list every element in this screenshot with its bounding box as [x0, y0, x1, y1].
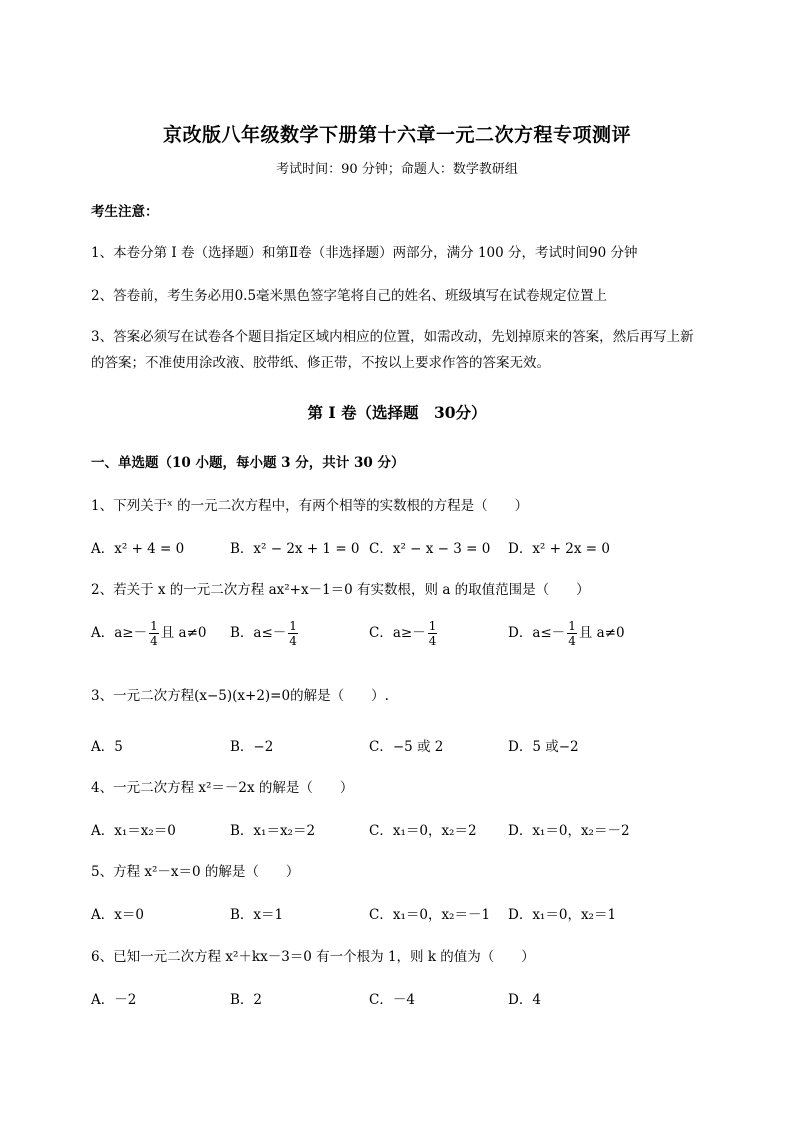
question-4-option-c[interactable]: C．x₁＝0，x₂＝2	[369, 823, 477, 839]
question-1-stem: 1、下列关于ˣ 的一元二次方程中，有两个相等的实数根的方程是（ ）	[91, 498, 529, 514]
question-2-stem: 2、若关于 x 的一元二次方程 ax²+x－1＝0 有实数根，则 a 的取值范围是（ ）	[91, 582, 590, 598]
question-3-stem: 3、一元二次方程(x−5)(x+2)=0的解是（ ）.	[91, 688, 389, 704]
question-3-option-d[interactable]: D．5 或−2	[508, 739, 579, 755]
question-5-stem: 5、方程 x²－x＝0 的解是（ ）	[91, 864, 300, 880]
question-6-option-d[interactable]: D．4	[508, 992, 541, 1008]
fraction: $\frac{1}{4}$	[150, 619, 158, 648]
question-3-option-c[interactable]: C．−5 或 2	[369, 739, 444, 755]
question-5-option-d[interactable]: D．x₁＝0，x₂＝1	[508, 907, 617, 923]
question-6-option-c[interactable]: C．－4	[369, 992, 415, 1008]
notice-item-2: 2、答卷前，考生务必用0.5毫米黑色签字笔将自己的姓名、班级填写在试卷规定位置上	[91, 288, 608, 304]
question-1-option-d[interactable]: D．x² + 2x = 0	[508, 541, 610, 557]
option-prefix: B．a≤－	[230, 625, 287, 641]
question-6-option-a[interactable]: A．－2	[91, 992, 137, 1008]
question-2-option-b[interactable]	[230, 619, 300, 648]
notice-item-3-line-2: 的答案；不准使用涂改液、胶带纸、修正带，不按以上要求作答的答案无效。	[91, 355, 550, 371]
option-suffix: 且 a≠0	[578, 625, 625, 641]
question-5-option-c[interactable]: C．x₁＝0，x₂＝－1	[369, 907, 491, 923]
part-heading: 一、单选题（10 小题，每小题 3 分，共计 30 分）	[91, 455, 405, 471]
fraction: $\frac{1}{4}$	[428, 619, 437, 648]
option-prefix: A．a≥－	[91, 625, 148, 641]
question-6-option-b[interactable]: B．2	[230, 992, 263, 1008]
question-6-stem: 6、已知一元二次方程 x²＋kx－3＝0 有一个根为 1，则 k 的值为（ ）	[91, 949, 535, 965]
exam-title: 京改版八年级数学下册第十六章一元二次方程专项测评	[162, 124, 631, 146]
question-4-option-a[interactable]: A．x₁＝x₂＝0	[91, 823, 176, 839]
question-5-option-a[interactable]: A．x＝0	[91, 907, 144, 923]
fraction: $\frac{1}{4}$	[568, 619, 576, 648]
question-1-option-c[interactable]: C．x² − x − 3 = 0	[369, 541, 491, 557]
question-1-option-b[interactable]: B．x² − 2x + 1 = 0	[230, 541, 360, 557]
notice-heading: 考生注意：	[91, 204, 159, 220]
fraction: $\frac{1}{4}$	[289, 619, 297, 648]
question-2-option-a[interactable]	[91, 619, 207, 648]
question-3-option-a[interactable]: A．5	[91, 739, 123, 755]
option-prefix: D．a≤－	[508, 625, 566, 641]
question-5-option-b[interactable]: B．x＝1	[230, 907, 284, 923]
question-3-option-b[interactable]: B．−2	[230, 739, 274, 755]
question-4-option-d[interactable]: D．x₁＝0，x₂＝－2	[508, 823, 630, 839]
question-2-option-d[interactable]	[508, 619, 625, 648]
notice-item-1: 1、本卷分第 I 卷（选择题）和第Ⅱ卷（非选择题）两部分，满分 100 分，考试时间90 分钟	[91, 245, 638, 261]
option-prefix: C．a≥－	[369, 625, 426, 641]
question-1-option-a[interactable]: A．x² + 4 = 0	[91, 541, 185, 557]
exam-subtitle: 考试时间：90 分钟；命题人：数学教研组	[276, 162, 518, 177]
section-title: 第 I 卷（选择题 30分）	[307, 403, 487, 422]
notice-item-3-line-1: 3、答案必须写在试卷各个题目指定区域内相应的位置，如需改动，先划掉原来的答案，然后再写上新	[91, 329, 694, 345]
question-4-stem: 4、一元二次方程 x²＝－2x 的解是（ ）	[91, 780, 354, 796]
question-4-option-b[interactable]: B．x₁＝x₂＝2	[230, 823, 316, 839]
question-2-option-c[interactable]	[369, 619, 439, 648]
option-suffix: 且 a≠0	[160, 625, 207, 641]
